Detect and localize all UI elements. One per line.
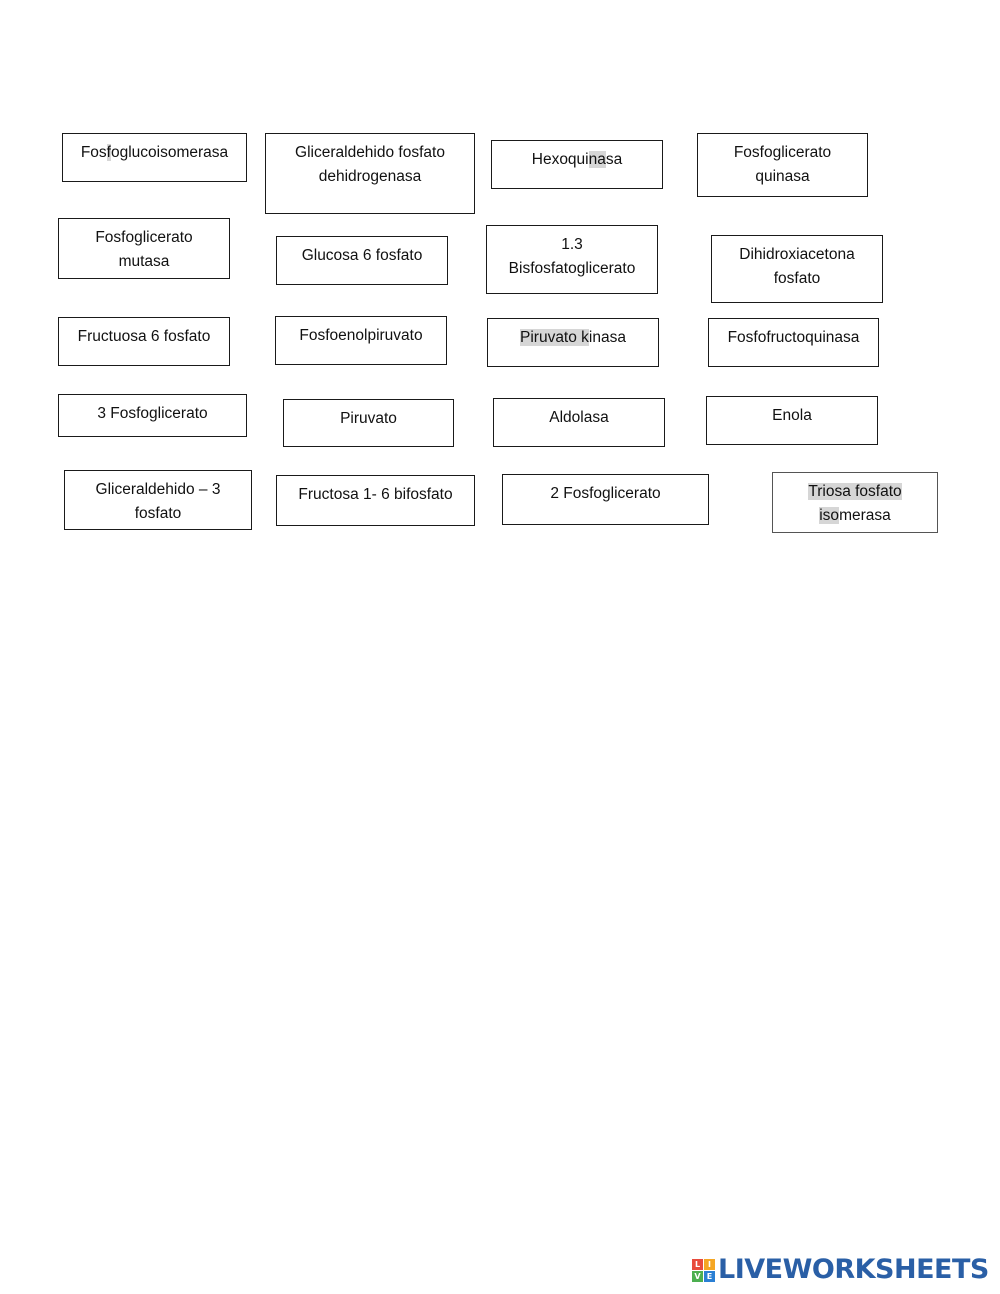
liveworksheets-logo [692,1256,989,1284]
term-text: Fructuosa 6 fosfato [77,328,211,345]
term-text-part: oglucoisomerasa [110,144,229,161]
term-line: Gliceraldehido fosfato [295,144,445,161]
term-line: fosfato [134,505,182,522]
term-text: Glucosa 6 fosfato [301,247,423,264]
brand-name: LIVEWORKSHEETS [718,1254,989,1285]
term-box-fructuosa-6-fosfato[interactable] [58,317,230,366]
term-line: fosfato [773,270,821,287]
term-text: Fosfofructoquinasa [727,329,860,346]
term-text-part: Fos [80,144,107,161]
term-highlight: na [588,151,606,168]
term-box-gliceraldehido-fosfato-dehidrogenasa[interactable] [265,133,475,214]
term-line: Gliceraldehido – 3 [95,481,221,498]
term-highlight: Triosa fosfato [808,483,902,500]
term-box-gliceraldehido-3-fosfato[interactable] [64,470,252,530]
term-text: Piruvato [340,410,397,427]
term-box-fructosa-1-6-bifosfato[interactable] [276,475,475,526]
term-box-hexoquinasa[interactable] [491,140,663,189]
term-box-2-fosfoglicerato[interactable] [502,474,709,525]
badge-letter: V [692,1271,703,1282]
badge-letter: E [704,1271,715,1282]
term-box-enola[interactable] [706,396,878,445]
term-line: dehidrogenasa [318,168,422,185]
live-badge-icon [692,1259,715,1282]
term-text: Aldolasa [549,409,609,426]
term-box-fosfofructoquinasa[interactable] [708,318,879,367]
term-text: Enola [772,407,812,424]
term-text-part: inasa [588,329,626,346]
term-highlight: iso [819,507,840,524]
term-box-fosfoglicerato-mutasa[interactable] [58,218,230,279]
term-line: Dihidroxiacetona [739,246,855,263]
term-box-3-fosfoglicerato[interactable] [58,394,247,437]
term-text: 2 Fosfoglicerato [550,485,661,502]
term-line [777,480,933,504]
term-line: Bisfosfatoglicerato [508,260,636,277]
term-line [777,504,933,528]
term-text-part: merasa [839,507,891,524]
term-text: 3 Fosfoglicerato [97,405,208,422]
term-box-dihidroxiacetona-fosfato[interactable] [711,235,883,303]
term-line: mutasa [118,253,170,270]
term-line: Fosfoglicerato [733,144,832,161]
term-box-piruvato[interactable] [283,399,454,447]
term-text: Fructosa 1- 6 bifosfato [298,486,453,503]
term-box-fosfoglicerato-quinasa[interactable] [697,133,868,197]
term-text-part: sa [605,151,623,168]
term-text: Fosfoenolpiruvato [299,327,423,344]
term-box-triosa-fosfato-isomerasa[interactable] [772,472,938,533]
term-line: Fosfoglicerato [95,229,193,246]
term-highlight: Piruvato k [520,329,589,346]
badge-letter: I [704,1259,715,1270]
term-box-glucosa-6-fosfato[interactable] [276,236,448,285]
badge-letter: L [692,1259,703,1270]
term-line: 1.3 [561,236,583,253]
term-box-fosfoenolpiruvato[interactable] [275,316,447,365]
term-text-part: Hexoqui [531,151,589,168]
term-box-aldolasa[interactable] [493,398,665,447]
term-line: quinasa [755,168,810,185]
term-highlight: f [106,144,111,161]
term-box-piruvato-kinasa[interactable] [487,318,659,367]
term-box-1-3-bisfosfatoglicerato[interactable] [486,225,658,294]
term-box-fosfoglucoisomerasa[interactable] [62,133,247,182]
